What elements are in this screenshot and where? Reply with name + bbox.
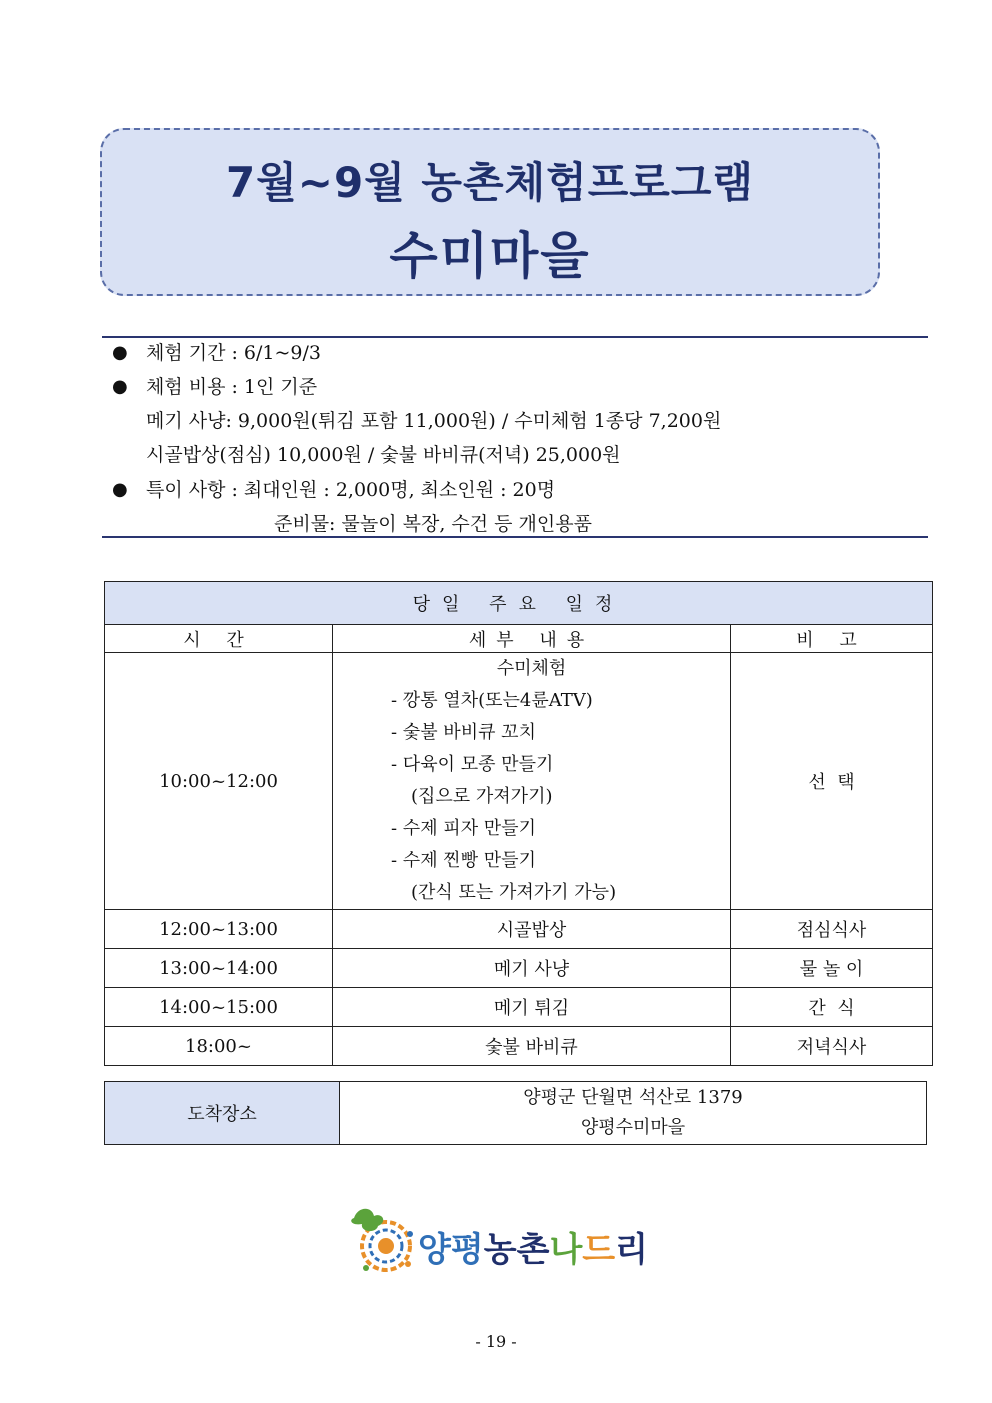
table-row	[105, 910, 933, 949]
row-time: 12:00~13:00	[105, 910, 333, 949]
logo-char: 리	[615, 1230, 649, 1270]
header-details: 세부 내용	[333, 625, 731, 653]
arrival-label: 도착장소	[105, 1082, 340, 1145]
detail-line: - 다육이 모종 만들기	[391, 754, 554, 775]
row-details	[333, 653, 731, 910]
header-time: 시 간	[105, 625, 333, 653]
table-row	[105, 949, 933, 988]
logo-wordmark	[418, 1230, 648, 1270]
detail-line: (집으로 가져가기)	[411, 786, 553, 807]
row-time: 14:00~15:00	[105, 988, 333, 1027]
detail-line: - 깡통 열차(또는4륜ATV)	[391, 690, 593, 711]
page-title: 7월~9월 농촌체험프로그램	[226, 158, 754, 207]
row-note: 저녁식사	[731, 1027, 933, 1066]
row-note: 간 식	[731, 988, 933, 1027]
table-row	[105, 1027, 933, 1066]
row-note: 물 놀 이	[731, 949, 933, 988]
page-subtitle: 수미마을	[389, 227, 591, 285]
arrival-address: 양평군 단월면 석산로 1379	[523, 1087, 743, 1108]
row-note: 선 택	[731, 653, 933, 910]
schedule-title: 당일 주요 일정	[105, 582, 933, 625]
detail-line: - 수제 피자 만들기	[391, 818, 536, 839]
row-time: 13:00~14:00	[105, 949, 333, 988]
row-time: 10:00~12:00	[105, 653, 333, 910]
info-cost-detail-1: 메기 사냥: 9,000원(튀김 포함 11,000원) / 수미체험 1종당 7,200원	[146, 410, 722, 432]
info-section	[102, 336, 928, 538]
bullet-icon: ●	[112, 342, 128, 363]
detail-line: 수미체험	[496, 658, 567, 679]
detail-line: - 숯불 바비큐 꼬치	[391, 722, 536, 743]
info-period: 체험 기간 : 6/1~9/3	[146, 342, 322, 364]
logo-text	[418, 1222, 648, 1271]
title-banner	[100, 128, 880, 296]
row-note: 점심식사	[731, 910, 933, 949]
page-number: - 19 -	[475, 1332, 517, 1351]
logo-char: 평	[450, 1230, 484, 1270]
row-content: 메기 튀김	[333, 988, 731, 1027]
arrival-table	[104, 1081, 927, 1145]
schedule-table	[104, 581, 933, 1066]
detail-line: - 수제 찐빵 만들기	[391, 850, 536, 871]
arrival-value	[340, 1082, 927, 1145]
detail-line: (간식 또는 가져가기 가능)	[411, 882, 617, 903]
info-cost-detail-2: 시골밥상(점심) 10,000원 / 숯불 바비큐(저녁) 25,000원	[146, 444, 621, 466]
row-time: 18:00~	[105, 1027, 333, 1066]
row-content: 시골밥상	[333, 910, 731, 949]
logo-char: 나	[549, 1230, 583, 1270]
info-notes-detail: 준비물: 물놀이 복장, 수건 등 개인용품	[274, 513, 592, 535]
table-row	[105, 988, 933, 1027]
bullet-icon: ●	[112, 479, 128, 500]
logo-char: 양	[418, 1230, 451, 1270]
arrival-place: 양평수미마을	[580, 1117, 686, 1138]
logo	[346, 1204, 649, 1284]
logo-emblem-icon	[346, 1204, 422, 1280]
info-notes: 특이 사항 : 최대인원 : 2,000명, 최소인원 : 20명	[146, 479, 556, 501]
table-row	[105, 653, 933, 910]
header-note: 비 고	[731, 625, 933, 653]
logo-char: 촌	[516, 1230, 550, 1270]
logo-char: 드	[582, 1230, 616, 1270]
row-content: 숯불 바비큐	[333, 1027, 731, 1066]
bullet-icon: ●	[112, 376, 128, 397]
info-cost: 체험 비용 : 1인 기준	[146, 376, 318, 398]
row-content: 메기 사냥	[333, 949, 731, 988]
logo-char: 농	[483, 1230, 517, 1270]
